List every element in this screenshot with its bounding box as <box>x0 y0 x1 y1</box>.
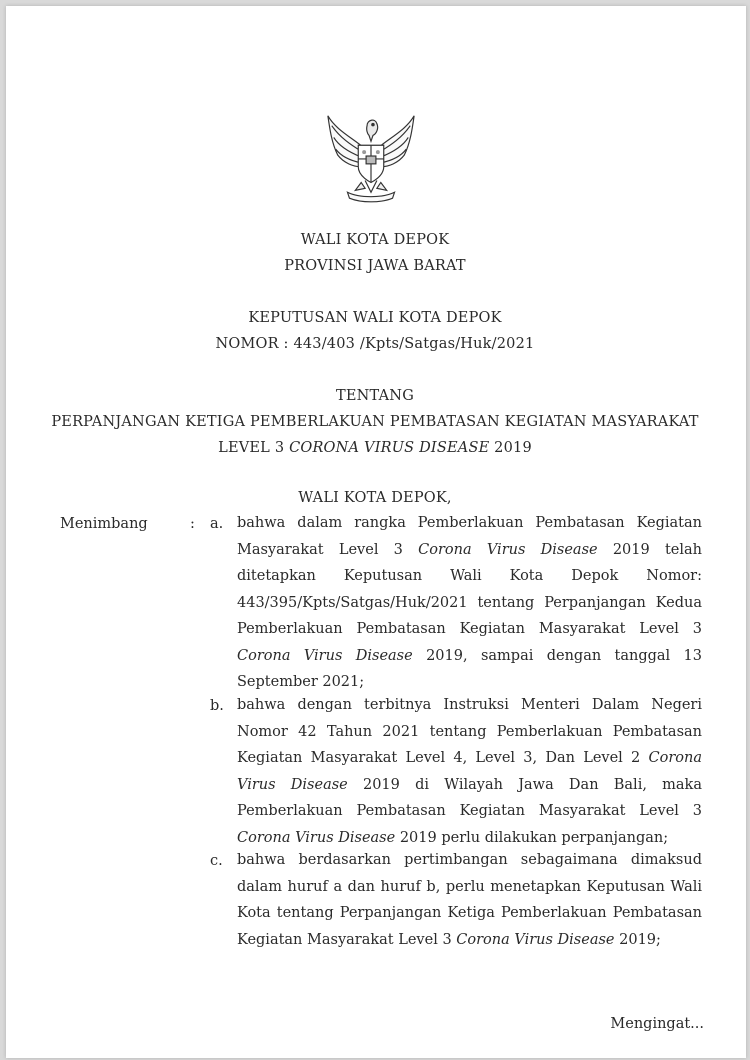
considering-colon: : <box>190 516 195 532</box>
item-b-text: bahwa dengan terbitnya Instruksi Menteri Dalam Negeri Nomor 42 Tahun 2021 tentang Pemberlakuan Pembatasan Kegiatan Masyarakat Level 4, Level 3, Dan Level 2 Corona Virus Disease 2019 di Wilayah Jawa Dan Bali, maka Pemberlakuan Pembatasan Kegiatan Masyarakat Level 3 Corona Virus Disease 2019 perlu dilakukan perpanjangan; <box>237 697 702 846</box>
signatory: WALI KOTA DEPOK, <box>298 490 452 506</box>
item-a-text: bahwa dalam rangka Pemberlakuan Pembatasan Kegiatan Masyarakat Level 3 Corona Virus Disease 2019 telah ditetapkan Keputusan Wali Kota Depok Nomor: 443/395/Kpts/Satgas/Huk/2021 tentang Perpanjangan Kedua Pemberlakuan Pembatasan Kegiatan Masyarakat Level 3 Corona Virus Disease 2019, sampai dengan tanggal 13 September 2021; <box>237 515 702 690</box>
about-line-1: PERPANJANGAN KETIGA PEMBERLAKUAN PEMBATASAN KEGIATAN MASYARAKAT <box>51 414 699 430</box>
header-line-2: PROVINSI JAWA BARAT <box>284 258 466 274</box>
about-label: TENTANG <box>336 388 414 404</box>
about-line-2-prefix: LEVEL 3 <box>218 440 290 456</box>
header-line-1: WALI KOTA DEPOK <box>300 232 450 248</box>
considering-label: Menimbang <box>60 516 148 532</box>
item-b-letter: b. <box>210 698 224 714</box>
about-line-2-italic: CORONA VIRUS DISEASE <box>289 440 490 456</box>
next-page-indicator: Mengingat... <box>610 1016 704 1032</box>
about-line-2-suffix: 2019 <box>489 440 532 456</box>
item-c-letter: c. <box>210 853 223 869</box>
item-c-text: bahwa berdasarkan pertimbangan sebagaimana dimaksud dalam huruf a dan huruf b, perlu menetapkan Keputusan Wali Kota tentang Perpanjangan Ketiga Pemberlakuan Pembatasan Kegiatan Masyarakat Level 3 Corona Virus Disease 2019; <box>237 852 702 948</box>
decree-title: KEPUTUSAN WALI KOTA DEPOK <box>248 310 502 326</box>
garuda-emblem-icon <box>322 108 420 206</box>
decree-number: NOMOR : 443/403 /Kpts/Satgas/Huk/2021 <box>215 336 535 352</box>
about-line-2 <box>0 440 750 456</box>
item-a-letter: a. <box>210 516 224 532</box>
